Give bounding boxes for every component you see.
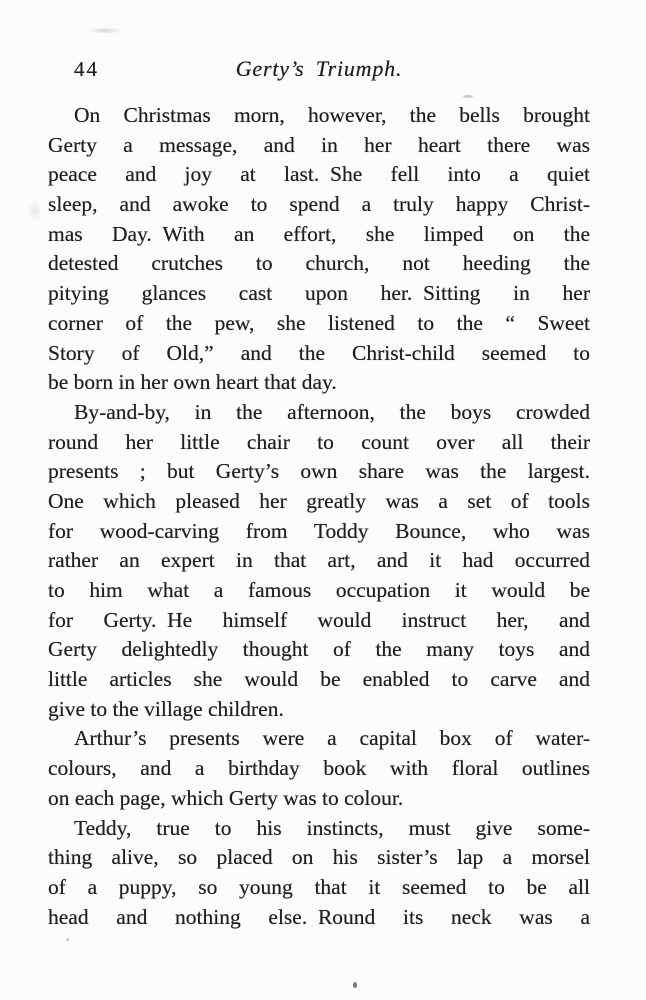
- text-line: peace and joy at last. She fell into a quiet: [48, 162, 590, 187]
- text-line: little articles she would be enabled to carve and: [48, 667, 590, 692]
- text-line: detested crutches to church, not heeding the: [48, 251, 590, 276]
- text-line: pitying glances cast upon her. Sitting in her: [48, 281, 590, 306]
- text-line: of a puppy, so young that it seemed to be all: [48, 874, 590, 899]
- page-number: 44: [74, 57, 99, 81]
- text-line: for Gerty. He himself would instruct her, and: [48, 607, 590, 632]
- text-line: thing alive, so placed on his sister’s lap a morsel: [48, 845, 590, 870]
- scan-smudge: [28, 200, 42, 222]
- text-line: Arthur’s presents were a capital box of water-: [74, 726, 590, 751]
- scan-smudge: [88, 27, 122, 34]
- text-line: sleep, and awoke to spend a truly happy Christ-: [48, 192, 590, 217]
- text-line: By-and-by, in the afternoon, the boys crowded: [74, 399, 590, 424]
- text-line: mas Day. With an effort, she limped on the: [48, 221, 590, 246]
- text-line: Gerty delightedly thought of the many toys and: [48, 637, 590, 662]
- text-line: round her little chair to count over all their: [48, 429, 590, 454]
- text-line: for wood-carving from Toddy Bounce, who was: [48, 518, 590, 543]
- text-line: Gerty a message, and in her heart there was: [48, 132, 590, 157]
- text-line: give to the village children.: [48, 696, 284, 721]
- page-body: [48, 101, 590, 932]
- ink-speck: [66, 938, 69, 941]
- text-line: On Christmas morn, however, the bells brought: [74, 103, 590, 127]
- scan-smudge: [463, 95, 473, 98]
- running-head: [48, 54, 590, 84]
- text-line: presents ; but Gerty’s own share was the largest.: [48, 459, 590, 484]
- text-line: on each page, which Gerty was to colour.: [48, 785, 404, 810]
- text-line: corner of the pew, she listened to the “ Sweet: [48, 310, 590, 335]
- text-line: Teddy, true to his instincts, must give some-: [74, 815, 590, 840]
- text-line: rather an expert in that art, and it had occurred: [48, 548, 590, 573]
- text-line: colours, and a birthday book with floral outlines: [48, 756, 590, 781]
- text-line: Story of Old,” and the Christ-child seemed to: [48, 340, 590, 365]
- text-line: to him what a famous occupation it would be: [48, 578, 590, 602]
- running-title: Gerty’s Triumph.: [235, 56, 403, 81]
- ink-speck: [353, 982, 357, 988]
- text-line: be born in her own heart that day.: [48, 370, 337, 395]
- text-line: One which pleased her greatly was a set of tools: [48, 488, 590, 513]
- text-line: head and nothing else. Round its neck was a: [48, 904, 590, 929]
